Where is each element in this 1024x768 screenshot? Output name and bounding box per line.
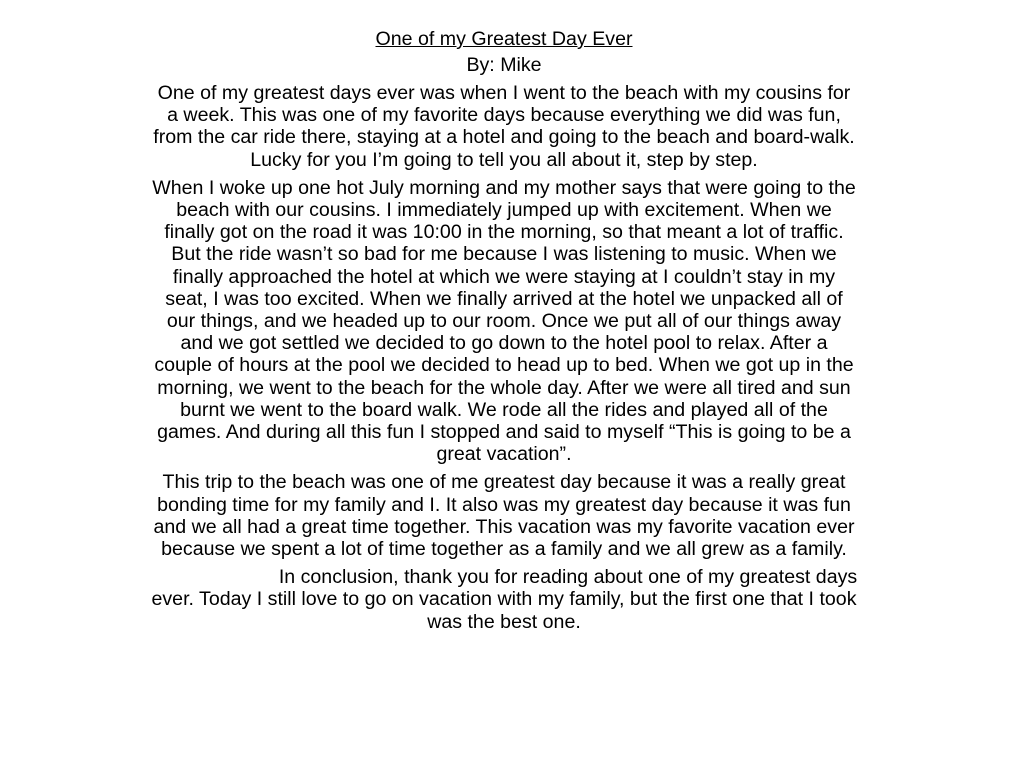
essay-paragraph-reflection: This trip to the beach was one of me greatest day because it was a really great bonding time for my family and I. It also was my greatest day because it was fun and we all had a great time together. This vacation was my favorite vacation ever because we spent a lot of time together as a family and we all grew as a family. <box>153 471 855 561</box>
essay-byline: By: Mike <box>466 54 542 76</box>
essay-document <box>150 26 858 639</box>
essay-paragraph-body: When I woke up one hot July morning and my mother says that were going to the beach with our cousins. I immediately jumped up with excitement. When we finally got on the road it was 10:00 in the morning, so that meant a lot of traffic. But the ride wasn’t so bad for me because I was listening to music. When we finally approached the hotel at which we were staying at I couldn’t stay in my seat, I was too excited. When we finally arrived at the hotel we unpacked all of our things, and we headed up to our room. Once we put all of our things away and we got settled we decided to go down to the hotel pool to relax. After a couple of hours at the pool we decided to head up to bed. When we got up in the morning, we went to the beach for the whole day. After we were all tired and sun burnt we went to the board walk. We rode all the rides and played all of the games. And during all this fun I stopped and said to myself “This is going to be a great vacation”. <box>152 176 856 466</box>
essay-paragraph-intro: One of my greatest days ever was when I went to the beach with my cousins for a week. This was one of my favorite days because everything we did was fun, from the car ride there, staying at a hotel and going to the beach and board-walk. Lucky for you I’m going to tell you all about it, step by step. <box>153 82 855 171</box>
essay-paragraph-conclusion: In conclusion, thank you for reading about one of my greatest days ever. Today I still love to go on vacation with my family, but the first one that I took was the best one. <box>151 566 858 633</box>
essay-title: One of my Greatest Day Ever <box>375 28 633 50</box>
